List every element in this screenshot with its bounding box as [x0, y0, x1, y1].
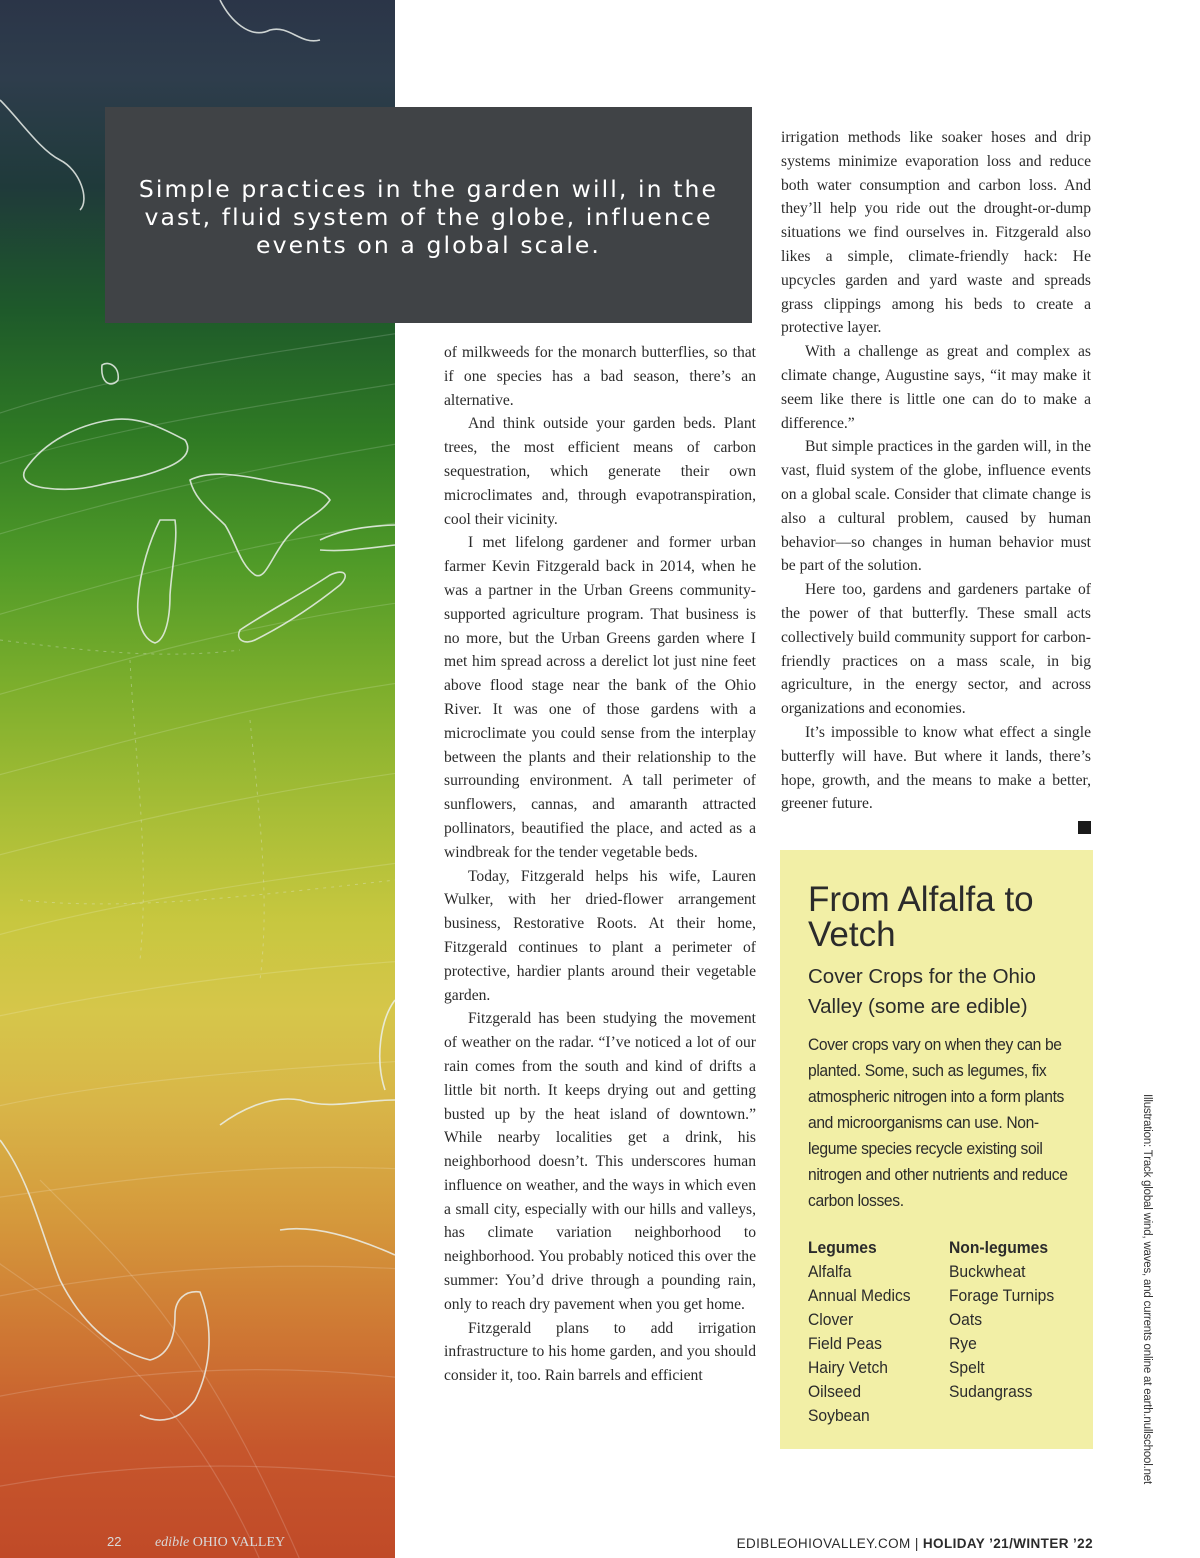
- list-item: Clover: [808, 1310, 854, 1329]
- magazine-name-italic: edible: [154, 1535, 190, 1550]
- paragraph: Here too, gardens and gardeners partake of the power of that butterfly. These small acts collectively build community support for carbon-friendly practices on a mass scale, in big agriculture, in the energy sector, and across organizations and economies.: [781, 581, 1091, 718]
- nonlegumes-header: Non-legumes: [949, 1238, 1049, 1257]
- crop-lists: [808, 1236, 1073, 1428]
- article-column-2: [781, 126, 1091, 834]
- legumes-header: Legumes: [808, 1238, 877, 1257]
- folio: [107, 1534, 285, 1551]
- sidebar-title: From Alfalfa to Vetch: [808, 880, 1034, 954]
- paragraph: It’s impossible to know what effect a single butterfly will have. But where it lands, there’s hope, growth, and the means to make a better, greener future.: [781, 723, 1091, 813]
- paragraph: And think outside your garden beds. Plant trees, the most efficient means of carbon sequestration, which generate their own microclimates and, through evapotranspiration, cool their vicinity.: [444, 415, 756, 528]
- pull-quote-text: Simple practices in the garden will, in the vast, fluid system of the globe, influence events on a global scale.: [138, 175, 719, 259]
- pull-quote-box: [105, 107, 752, 323]
- website-url: EDIBLEOHIOVALLEY.COM: [736, 1536, 911, 1551]
- sidebar-intro: Cover crops vary on when they can be planted. Some, such as legumes, fix atmospheric nitrogen into a form plants and microorganisms can use. Non-legume species recycle existing soil nitrogen and other nutrients and reduce carbon losses.: [808, 1035, 1068, 1210]
- list-item: Sudangrass: [949, 1382, 1033, 1401]
- list-item: Soybean: [808, 1406, 870, 1425]
- separator: |: [914, 1536, 919, 1551]
- paragraph: Today, Fitzgerald helps his wife, Lauren Wulker, with her dried-flower arrangement business, Restorative Roots. At their home, Fitzgerald continues to plant a perimeter of protective, hardier plants around their vegetable garden.: [444, 867, 756, 1004]
- paragraph: Fitzgerald plans to add irrigation infrastructure to his home garden, and you should consider it, too. Rain barrels and efficient: [444, 1319, 756, 1385]
- end-of-article-mark: [1078, 821, 1091, 834]
- page-number: 22: [107, 1534, 122, 1549]
- legumes-list: [808, 1236, 938, 1428]
- list-item: Oats: [949, 1310, 983, 1329]
- list-item: Forage Turnips: [949, 1286, 1055, 1305]
- paragraph: of milkweeds for the monarch butterflies, so that if one species has a bad season, there’s an alternative.: [444, 344, 756, 409]
- list-item: Rye: [949, 1334, 977, 1353]
- cover-crops-sidebar: [780, 850, 1093, 1449]
- paragraph: With a challenge as great and complex as climate change, Augustine says, “it may make it seem like there is little one can do to make a difference.”: [781, 343, 1091, 432]
- sidebar-subtitle: Cover Crops for the Ohio Valley (some are edible): [808, 965, 1036, 1018]
- magazine-name: OHIO VALLEY: [192, 1535, 286, 1550]
- paragraph: irrigation methods like soaker hoses and drip systems minimize evaporation loss and reduce both water consumption and carbon loss. And they’ll help you ride out the drought-or-dump situations we find ourselves in. Fitzgerald also likes a simple, climate-friendly hack: He upcycles garden and yard waste and spreads grass clippings among his beds to create a protective layer.: [781, 129, 1091, 337]
- issue-label: HOLIDAY ’21/WINTER ’22: [922, 1536, 1093, 1551]
- list-item: Hairy Vetch: [808, 1358, 888, 1377]
- list-item: Oilseed: [808, 1382, 862, 1401]
- nonlegumes-list: [949, 1236, 1054, 1428]
- paragraph: Fitzgerald has been studying the movement of weather on the radar. “I’ve noticed a lot of our rain comes from the south and kind of drifts a little bit north. It keeps drying out and getting busted up by the heat island of downtown.” While nearby localities get a drink, his neighborhood doesn’t. This underscores human influence on weather, and the ways in which even a small city, especially with our hills and valleys, has climate variation neighborhood to neighborhood. You probably noticed this over the summer: You’d drive through a pounding rain, only to reach dry pavement when you get home.: [444, 1010, 756, 1313]
- paragraph: But simple practices in the garden will, in the vast, fluid system of the globe, influence events on a global scale. Consider that climate change is also a cultural problem, caused by human behavior—so changes in human behavior must be part of the solution.: [781, 438, 1091, 575]
- list-item: Alfalfa: [808, 1262, 852, 1281]
- article-column-1: [444, 341, 756, 1388]
- footer-issue-line: [737, 1536, 1093, 1551]
- illustration-credit: Illustration: Track global wind, waves, and currents online at earth.nullschool.net: [1141, 1094, 1153, 1484]
- list-item: Field Peas: [808, 1334, 882, 1353]
- list-item: Spelt: [949, 1358, 985, 1377]
- paragraph: I met lifelong gardener and former urban farmer Kevin Fitzgerald back in 2014, when he was a partner in the Urban Greens community-supported agriculture program. That business is no more, but the Urban Greens garden where I met him spread across a derelict lot just nine feet above flood stage near the bank of the Ohio River. It was one of those gardens with a microclimate you could sense from the interplay between the plants and their relationship to the surrounding environment. A tall perimeter of sunflowers, cannas, and amaranth attracted pollinators, beautified the place, and acted as a windbreak for the tender vegetable beds.: [444, 534, 756, 861]
- list-item: Annual Medics: [808, 1286, 911, 1305]
- list-item: Buckwheat: [949, 1262, 1026, 1281]
